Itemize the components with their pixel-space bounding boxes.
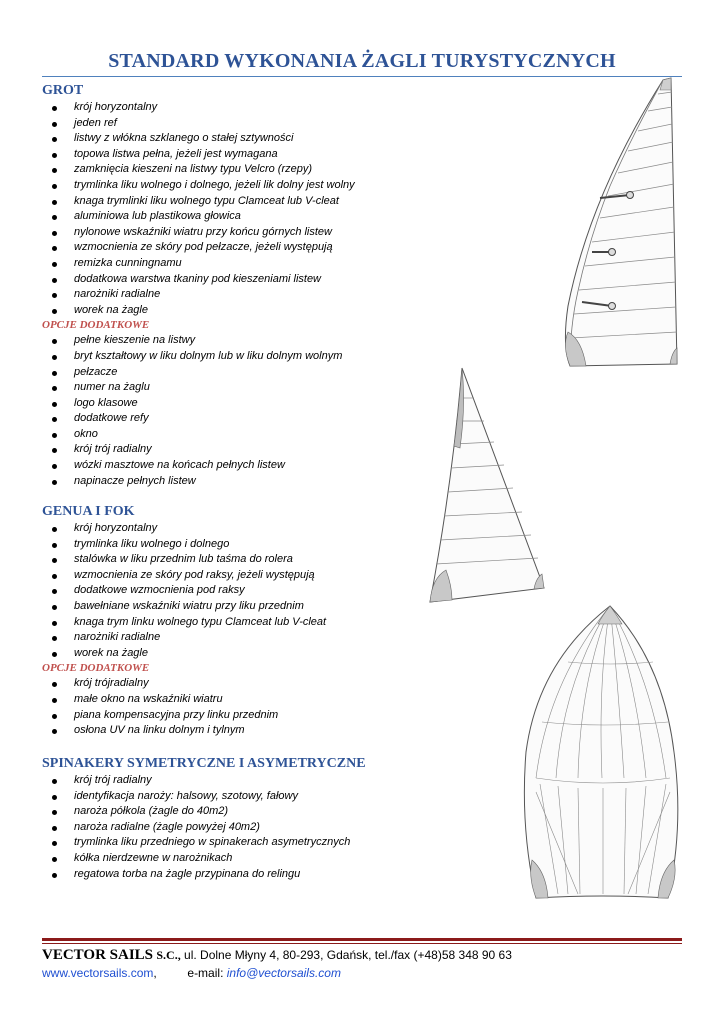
spinaker-heading: SPINAKERY SYMETRYCZNE I ASYMETRYCZNE: [42, 756, 366, 771]
footer-divider: [42, 938, 682, 941]
grot-option-item: bryt kształtowy w liku dolnym lub w liku dolnym wolnym: [42, 349, 355, 365]
genua-list-item: dodatkowe wzmocnienia pod raksy: [42, 583, 326, 599]
grot-section: [42, 82, 355, 489]
grot-option-item: napinacze pełnych listew: [42, 474, 355, 490]
grot-option-item: dodatkowe refy: [42, 411, 355, 427]
company-address: ul. Dolne Młyny 4, 80-293, Gdańsk, tel./fax (+48)58 348 90 63: [180, 948, 512, 962]
grot-list-item: listwy z włókna szklanego o stałej sztywności: [42, 131, 355, 147]
grot-list-item: jeden ref: [42, 116, 355, 132]
genua-option-item: krój trójradialny: [42, 676, 326, 692]
genua-list-item: bawełniane wskaźniki wiatru przy liku przednim: [42, 599, 326, 615]
page-title: STANDARD WYKONANIA ŻAGLI TURYSTYCZNYCH: [108, 50, 616, 72]
genua-list-item: trymlinka liku wolnego i dolnego: [42, 537, 326, 553]
genua-options-heading: OPCJE DODATKOWE: [42, 662, 150, 675]
grot-option-item: krój trój radialny: [42, 442, 355, 458]
genua-option-item: piana kompensacyjna przy linku przednim: [42, 708, 326, 724]
grot-list-item: trymlinka liku wolnego i dolnego, jeżeli lik dolny jest wolny: [42, 178, 355, 194]
grot-list-item: knaga trymlinki liku wolnego typu Clamceat lub V-cleat: [42, 194, 355, 210]
grot-list-item: aluminiowa lub plastikowa głowica: [42, 209, 355, 225]
spinaker-list-item: naroża radialne (żagle powyżej 40m2): [42, 820, 366, 836]
grot-option-item: numer na żaglu: [42, 380, 355, 396]
grot-option-item: pełzacze: [42, 365, 355, 381]
grot-list-item: nylonowe wskaźniki wiatru przy końcu górnych listew: [42, 225, 355, 241]
grot-heading: GROT: [42, 83, 84, 98]
genua-list: [42, 521, 326, 661]
company-name: VECTOR SAILS: [42, 947, 154, 963]
grot-list-item: wzmocnienia ze skóry pod pełzacze, jeżeli występują: [42, 240, 355, 256]
genua-list-item: stalówka w liku przednim lub taśma do rolera: [42, 552, 326, 568]
spinaker-list-item: identyfikacja naroży: halsowy, szotowy, fałowy: [42, 789, 366, 805]
spinaker-list: [42, 773, 366, 882]
spinaker-list-item: krój trój radialny: [42, 773, 366, 789]
genua-list-item: krój horyzontalny: [42, 521, 326, 537]
genoa-illustration: [424, 366, 548, 608]
footer-divider-thin: [42, 943, 682, 944]
spinaker-list-item: regatowa torba na żagle przypinana do relingu: [42, 867, 366, 883]
genua-list-item: knaga trym linku wolnego typu Clamceat lub V-cleat: [42, 615, 326, 631]
grot-list-item: zamknięcia kieszeni na listwy typu Velcro (rzepy): [42, 162, 355, 178]
genua-list-item: narożniki radialne: [42, 630, 326, 646]
genua-list-item: worek na żagle: [42, 646, 326, 662]
grot-option-item: wózki masztowe na końcach pełnych listew: [42, 458, 355, 474]
genua-heading: GENUA I FOK: [42, 504, 135, 519]
spinaker-list-item: kółka nierdzewne w narożnikach: [42, 851, 366, 867]
genua-section: [42, 503, 326, 739]
grot-option-item: pełne kieszenie na listwy: [42, 333, 355, 349]
genua-option-item: osłona UV na linku dolnym i tylnym: [42, 723, 326, 739]
footer-separator: ,: [153, 966, 157, 980]
grot-list-item: remizka cunningnamu: [42, 256, 355, 272]
footer-company-line: [42, 947, 512, 964]
spinaker-list-item: naroża półkola (żagle do 40m2): [42, 804, 366, 820]
genua-options-list: [42, 676, 326, 738]
email-label: e-mail:: [187, 966, 227, 980]
grot-list-item: dodatkowa warstwa tkaniny pod kieszeniami listew: [42, 272, 355, 288]
grot-list-item: worek na żagle: [42, 303, 355, 319]
grot-list-item: topowa listwa pełna, jeżeli jest wymagana: [42, 147, 355, 163]
spinaker-list-item: trymlinka liku przedniego w spinakerach asymetrycznych: [42, 835, 366, 851]
grot-option-item: logo klasowe: [42, 396, 355, 412]
email-link[interactable]: info@vectorsails.com: [226, 966, 341, 980]
grot-options-list: [42, 333, 355, 489]
spinnaker-illustration: [518, 602, 688, 902]
grot-option-item: okno: [42, 427, 355, 443]
genua-list-item: wzmocnienia ze skóry pod raksy, jeżeli występują: [42, 568, 326, 584]
footer-contact-line: [42, 966, 341, 980]
website-link[interactable]: www.vectorsails.com: [42, 966, 154, 980]
mainsail-illustration: [560, 76, 686, 370]
grot-options-heading: OPCJE DODATKOWE: [42, 319, 150, 332]
grot-list: [42, 100, 355, 318]
genua-option-item: małe okno na wskaźniki wiatru: [42, 692, 326, 708]
company-suffix: S.C.,: [156, 948, 181, 962]
grot-list-item: krój horyzontalny: [42, 100, 355, 116]
spinaker-section: [42, 755, 366, 882]
grot-list-item: narożniki radialne: [42, 287, 355, 303]
